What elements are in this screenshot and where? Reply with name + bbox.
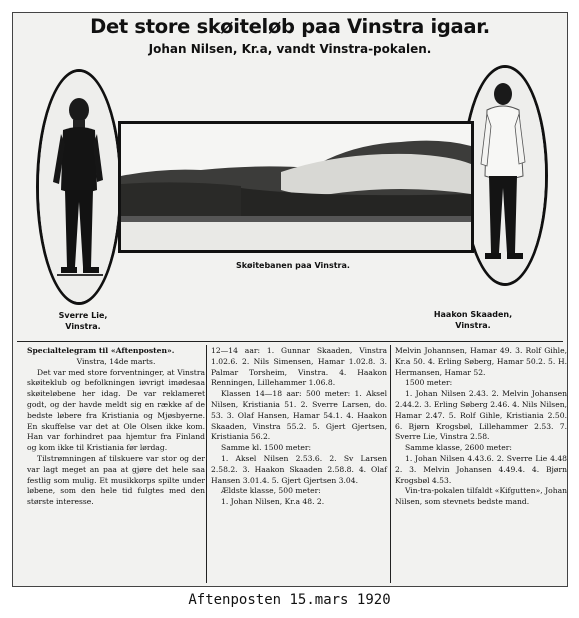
caption-right-place: Vinstra.: [455, 321, 491, 330]
headline: Det store skøiteløb paa Vinstra igaar.: [90, 15, 490, 38]
caption-left-place: Vinstra.: [65, 322, 101, 331]
results-paragraph: 1. Johan Nilsen 2.43. 2. Melvin Johansen 2.44.2. 3. Erling Søberg 2.46. 4. Nils Nilsen, Hamar 2.47. 5. Rolf Gihle, Kristiania 2.50. 6. Bjørn Krogsbøl, Lillehammer 2.53. 7. Sverre Lie, Vinstra 2.58.: [395, 389, 567, 442]
column-divider-2: [390, 345, 391, 583]
photo-caption-right: [413, 309, 533, 331]
newspaper-clipping: [12, 12, 568, 587]
results-paragraph: 1. Johan Nilsen 4.43.6. 2. Sverre Lie 4.48 2. 3. Melvin Johansen 4.49.4. 4. Bjørn Krogsbøl 4.53.: [395, 453, 567, 485]
article-paragraph: Det var med store forventninger, at Vinstra skøiteklub og befolkningen iøvrigt imødesaa skøiteløbene her idag. De var reklameret godt, og der havde meldt sig en række af de bedste løbere fra Kristiania og Mjøsbyerne. En skuffelse var det at Ole Olsen ikke kom. Han var forhindret paa hjemtur fra Finland og kom ikke til Kristiania før lørdag.: [27, 367, 205, 453]
photo-skating-rink: [118, 121, 474, 253]
landscape-photo: [121, 124, 471, 250]
caption-left-name: Sverre Lie,: [58, 311, 108, 320]
results-subheading: Ældste klasse, 500 meter:: [221, 486, 321, 496]
photo-caption-left: [43, 310, 123, 332]
results-paragraph: Vin-tra-pokalen tilfaldt «Kifgutten», Johan Nilsen, som stevnets bedste mand.: [395, 486, 567, 507]
article-dateline-place: Vinstra, 14de marts.: [76, 356, 156, 366]
caption-right-name: Haakon Skaaden,: [433, 310, 513, 319]
portrait-sverre-lie: [36, 69, 122, 305]
photo-caption-center: Skøitebanen paa Vinstra.: [236, 261, 350, 270]
article-column-1: [27, 346, 205, 508]
results-paragraph: 12—14 aar: 1. Gunnar Skaaden, Vinstra 1.02.6. 2. Nils Simensen, Hamar 1.02.8. 3. Palmar Torsheim, Vinstra. 4. Haakon Renningen, Lillehammer 1.06.8.: [211, 346, 387, 388]
results-paragraph: Klassen 14—18 aar: 500 meter: 1. Aksel Nilsen, Kristiania 51. 2. Sverre Larsen, do. 53. 3. Olaf Hansen, Hamar 54.1. 4. Haakon Skaaden, Vinstra 55.2. 5. Gjert Gjertsen, Kristiania 56.2.: [211, 389, 387, 442]
results-paragraph: Melvin Johannsen, Hamar 49. 3. Rolf Gihle, Kr.a 50. 4. Erling Søberg, Hamar 50.2. 5. H. Hermansen, Hamar 52.: [395, 346, 567, 377]
results-paragraph: 1. Johan Nilsen, Kr.a 48. 2.: [221, 497, 325, 507]
subheadline: Johan Nilsen, Kr.a, vandt Vinstra-pokalen.: [148, 42, 432, 56]
skater-figure-left: [39, 72, 119, 302]
results-subheading: Samme klasse, 2600 meter:: [405, 443, 512, 453]
horizontal-rule: [17, 341, 563, 342]
source-caption: Aftenposten 15.mars 1920: [188, 592, 391, 608]
portrait-haakon-skaaden: [462, 65, 548, 286]
skater-figure-right: [465, 68, 545, 283]
results-paragraph: 1. Aksel Nilsen 2.53.6. 2. Sv Larsen 2.58.2. 3. Haakon Skaaden 2.58.8. 4. Olaf Hansen 3.01.4. 5. Gjert Gjertsen 3.04.: [211, 453, 387, 485]
article-column-2: [211, 346, 387, 508]
results-subheading: 1500 meter:: [405, 378, 453, 388]
article-dateline-source: Specialtelegram til «Aftenposten».: [27, 346, 175, 355]
results-subheading: Samme kl. 1500 meter:: [221, 443, 312, 453]
article-column-3: [395, 346, 567, 508]
article-paragraph: Tilstrømningen af tilskuere var stor og der var lagt meget an paa at gjøre det hele saa festlig som mulig. Et musikkorps spilte under løbene, som den hele tid fulgtes med den største interesse.: [27, 453, 205, 507]
column-divider-1: [206, 345, 207, 583]
